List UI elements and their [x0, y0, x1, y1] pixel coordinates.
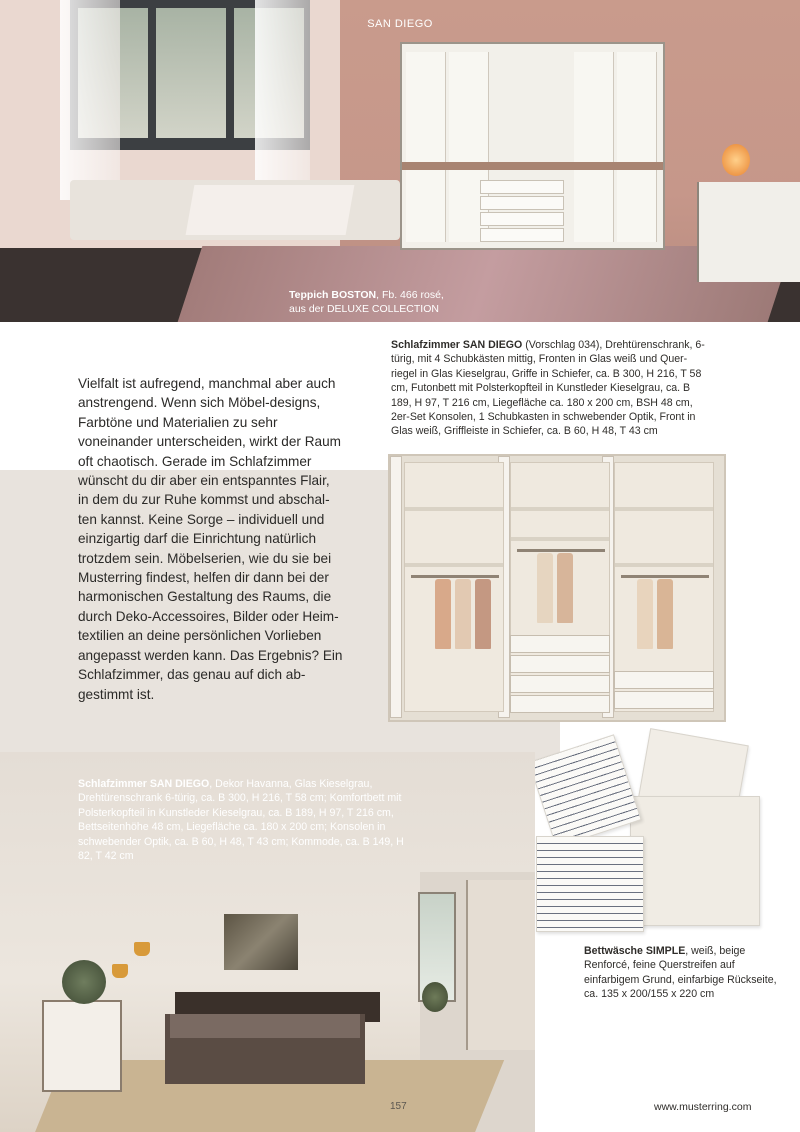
- website-link[interactable]: www.musterring.com: [654, 1101, 752, 1113]
- hanging-garment: [475, 579, 491, 649]
- striped-duvet: [536, 836, 644, 932]
- closet-drawer: [510, 695, 610, 713]
- wardrobe-caption: [391, 338, 711, 439]
- closet-door: [390, 456, 402, 718]
- bedding-caption: [584, 944, 784, 1002]
- closet-drawer: [614, 691, 714, 709]
- closet-shelf: [405, 507, 503, 511]
- closet-shelf: [511, 507, 609, 511]
- bedding-caption-bold: Bettwäsche SIMPLE: [584, 945, 686, 957]
- wardrobe-door: [617, 52, 657, 242]
- closet-shelf: [615, 507, 713, 511]
- intro-paragraph: Vielfalt ist aufregend, manchmal aber auch anstrengend. Wenn sich Möbel-designs, Farbtöne und Materialien zu sehr voneinander unterscheiden, wirkt der Raum oft chaotisch. Gerade im Schlafzimmer wünscht du dir aber ein entspanntes Flair, in dem du zur Ruhe kommst und abschal-ten kannst. Keine Sorge – individuell und einzigartig darf die Einrichtung natürlich trotzdem sein. Möbelserien, wie du sie bei Musterring findest, helfen dir dann bei der harmonischen Gestaltung des Raums, die durch Deko-Accessoires, Bilder oder Heim-textilien an deine persönlichen Vorlieben angepasst werden kann. Das Ergebnis? Ein Schlafzimmer, das genau auf dich ab-gestimmt ist.: [78, 376, 343, 702]
- photo-wardrobe: [466, 880, 535, 1050]
- bed-cover: [170, 1014, 360, 1038]
- wardrobe-door: [406, 52, 446, 242]
- photo-blanket: [186, 185, 355, 235]
- wardrobe-drawer: [480, 212, 564, 226]
- closet-rail: [517, 549, 605, 552]
- photo-wardrobe: [400, 42, 665, 250]
- closet-section: [510, 462, 610, 712]
- wardrobe-drawer: [480, 180, 564, 194]
- closet-drawer: [510, 675, 610, 693]
- closet-drawer: [614, 671, 714, 689]
- closet-drawer: [510, 655, 610, 673]
- closet-section: [404, 462, 504, 712]
- closet-shelf: [615, 563, 713, 567]
- page-number: 157: [390, 1101, 407, 1112]
- closet-rail: [411, 575, 499, 578]
- closet-rail: [621, 575, 709, 578]
- rug-caption-line2: aus der DELUXE COLLECTION: [289, 303, 439, 315]
- collection-title: SAN DIEGO: [367, 18, 433, 30]
- photo-curtain: [255, 0, 310, 200]
- photo-plant: [62, 960, 106, 1004]
- photo-plant: [422, 982, 448, 1012]
- hero-bedroom-photo: [0, 0, 800, 322]
- bottom-room-caption: [78, 777, 418, 863]
- wardrobe-band: [402, 162, 663, 170]
- wardrobe-drawer: [480, 196, 564, 210]
- photo-lamp: [722, 144, 750, 176]
- rug-caption-bold: Teppich BOSTON: [289, 289, 377, 301]
- bottom-caption-text: , Dekor Havanna, Glas Kieselgrau, Drehtürenschrank 6-türig, ca. B 300, H 216, T 58 cm; Komfortbett mit Polsterkopfteil in Kunstleder Kieselgrau, ca. B 189, H 97, T 216 cm, Bettseitenhöhe 48 cm, Liegefläche ca. 180 x 200 cm; Konsolen in schwebender Optik, ca. B 60, H 48, T 43 cm; Kommode, ca. B 149, H 82, T 42 cm: [78, 778, 404, 863]
- striped-pillow: [528, 734, 641, 847]
- closet-shelf: [405, 563, 503, 567]
- closet-section: [614, 462, 714, 712]
- wardrobe-drawer: [480, 228, 564, 242]
- wardrobe-caption-text: (Vorschlag 034), Drehtürenschrank, 6-türig, mit 4 Schubkästen mittig, Fronten in Glas weiß und Quer-riegel in Glas Kieselgrau, Griffe in Schiefer, ca. B 300, H 216, T 58 cm, Futonbett mit Polsterkopfteil in Kunstleder Kieselgrau, ca. B 189, H 97, T 216 cm, Liegefläche ca. 180 x 200 cm, BSH 48 cm, 2er-Set Konsolen, 1 Schubkasten in schwebender Optik, Front in Glas weiß, Griffleiste in Schiefer, ca. B 60, H 48, T 43 cm: [391, 339, 705, 438]
- wardrobe-door: [574, 52, 614, 242]
- photo-dresser: [697, 182, 800, 282]
- hanging-garment: [455, 579, 471, 649]
- wardrobe-caption-bold: Schlafzimmer SAN DIEGO: [391, 339, 523, 351]
- beige-duvet: [630, 796, 760, 926]
- wall-painting: [224, 914, 298, 970]
- hanging-garment: [637, 579, 653, 649]
- hanging-garment: [557, 553, 573, 623]
- closet-drawer: [510, 635, 610, 653]
- hanging-garment: [435, 579, 451, 649]
- floor-lamp-shade: [112, 964, 128, 978]
- rug-caption-rest: , Fb. 466 rosé,: [376, 289, 444, 301]
- bedding-image: [530, 726, 770, 934]
- photo-dresser: [42, 1000, 122, 1092]
- bottom-caption-bold: Schlafzimmer SAN DIEGO: [78, 778, 210, 790]
- floor-lamp-shade: [134, 942, 150, 956]
- closet-shelf: [511, 537, 609, 541]
- rug-caption: [289, 288, 444, 316]
- bedding-caption-text: , weiß, beige Renforcé, feine Querstreifen auf einfarbigem Grund, einfarbige Rückseite, ca. 135 x 200/155 x 220 cm: [584, 945, 777, 1001]
- open-wardrobe-image: [388, 454, 726, 722]
- hanging-garment: [537, 553, 553, 623]
- hanging-garment: [657, 579, 673, 649]
- photo-curtain: [60, 0, 120, 200]
